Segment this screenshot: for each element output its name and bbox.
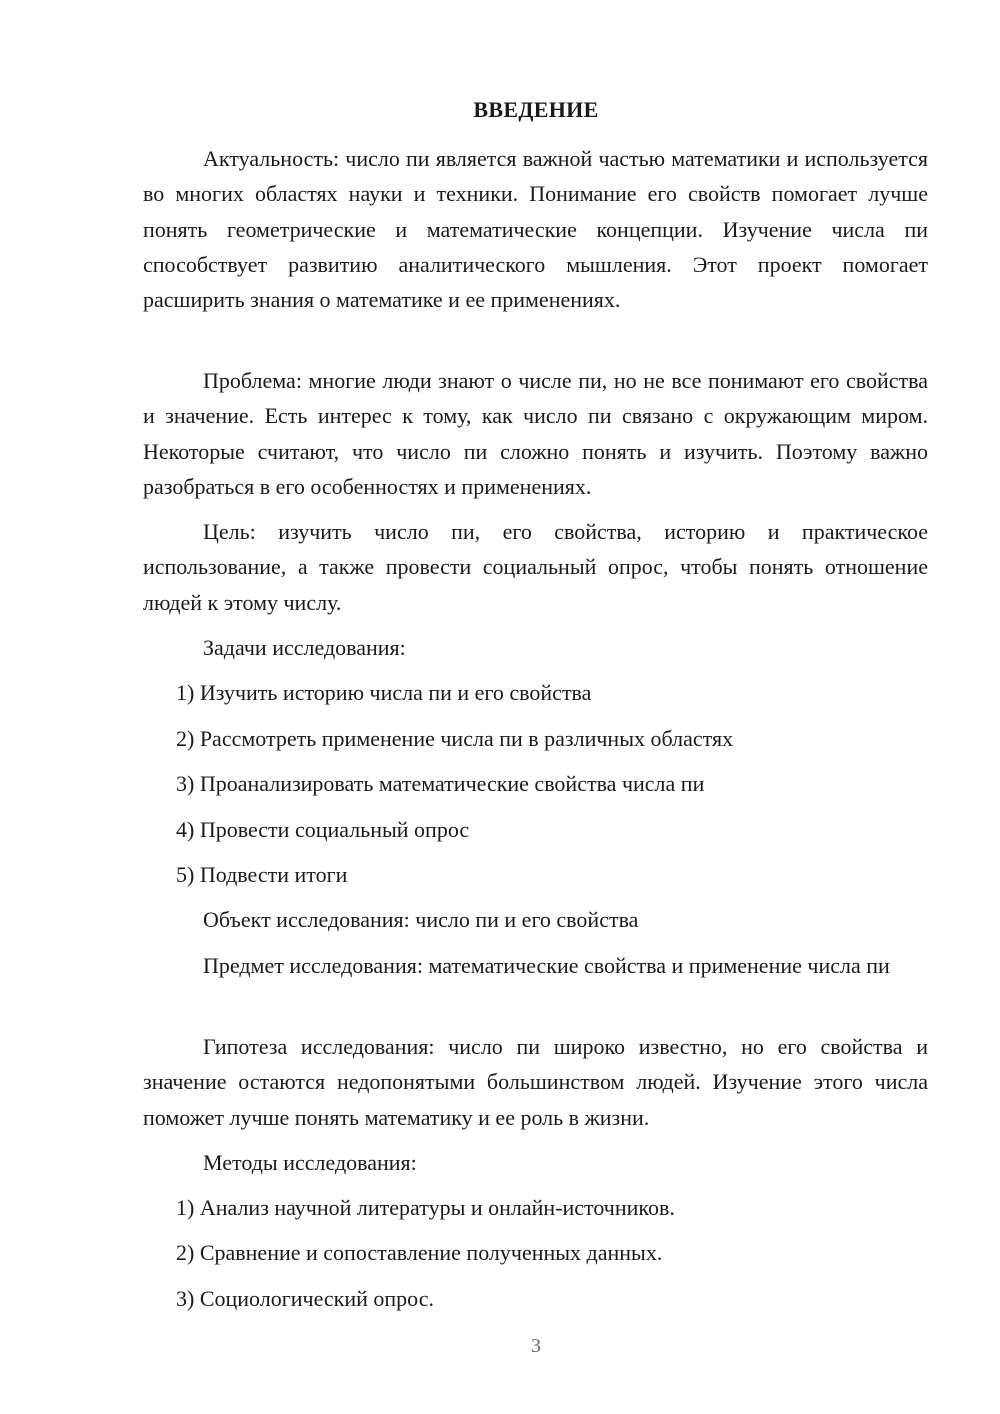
object-line: Объект исследования: число пи и его свойства — [203, 907, 639, 932]
tasks-heading: Задачи исследования: — [203, 635, 406, 660]
task-item: 4) Провести социальный опрос — [176, 817, 470, 842]
subject-paragraph: Предмет исследования: математические свойства и применение числа пи — [203, 953, 890, 978]
methods-heading: Методы исследования: — [203, 1150, 417, 1175]
page-number: 3 — [531, 1335, 541, 1357]
goal-paragraph: Цель: изучить число пи, его свойства, историю и практическое использование, а также провести социальный опрос, чтобы понять отношение людей к этому числу. — [143, 519, 928, 615]
page-title: ВВЕДЕНИЕ — [473, 97, 599, 122]
task-item: 2) Рассмотреть применение числа пи в различных областях — [176, 726, 734, 751]
method-item: 1) Анализ научной литературы и онлайн-источников. — [176, 1195, 675, 1220]
relevance-paragraph: Актуальность: число пи является важной частью математики и используется во многих областях науки и техники. Понимание его свойств помогает лучше понять геометрические и математические концепции. Изучение числа пи способствует развитию аналитического мышления. Этот проект помогает расширить знания о математике и ее применениях. — [143, 146, 928, 313]
hypothesis-paragraph: Гипотеза исследования: число пи широко известно, но его свойства и значение остаются недопонятыми большинством людей. Изучение этого числа поможет лучше понять математику и ее роль в жизни. — [143, 1034, 928, 1130]
task-item: 5) Подвести итоги — [176, 862, 348, 887]
method-item: 2) Сравнение и сопоставление полученных данных. — [176, 1240, 663, 1265]
task-item: 3) Проанализировать математические свойства числа пи — [176, 771, 705, 796]
method-item: 3) Социологический опрос. — [176, 1286, 434, 1311]
task-item: 1) Изучить историю числа пи и его свойства — [176, 680, 592, 705]
problem-paragraph: Проблема: многие люди знают о числе пи, но не все понимают его свойства и значение. Есть интерес к тому, как число пи связано с окружающим миром. Некоторые считают, что число пи сложно понять и изучить. Поэтому важно разобраться в его особенностях и применениях. — [143, 368, 928, 499]
